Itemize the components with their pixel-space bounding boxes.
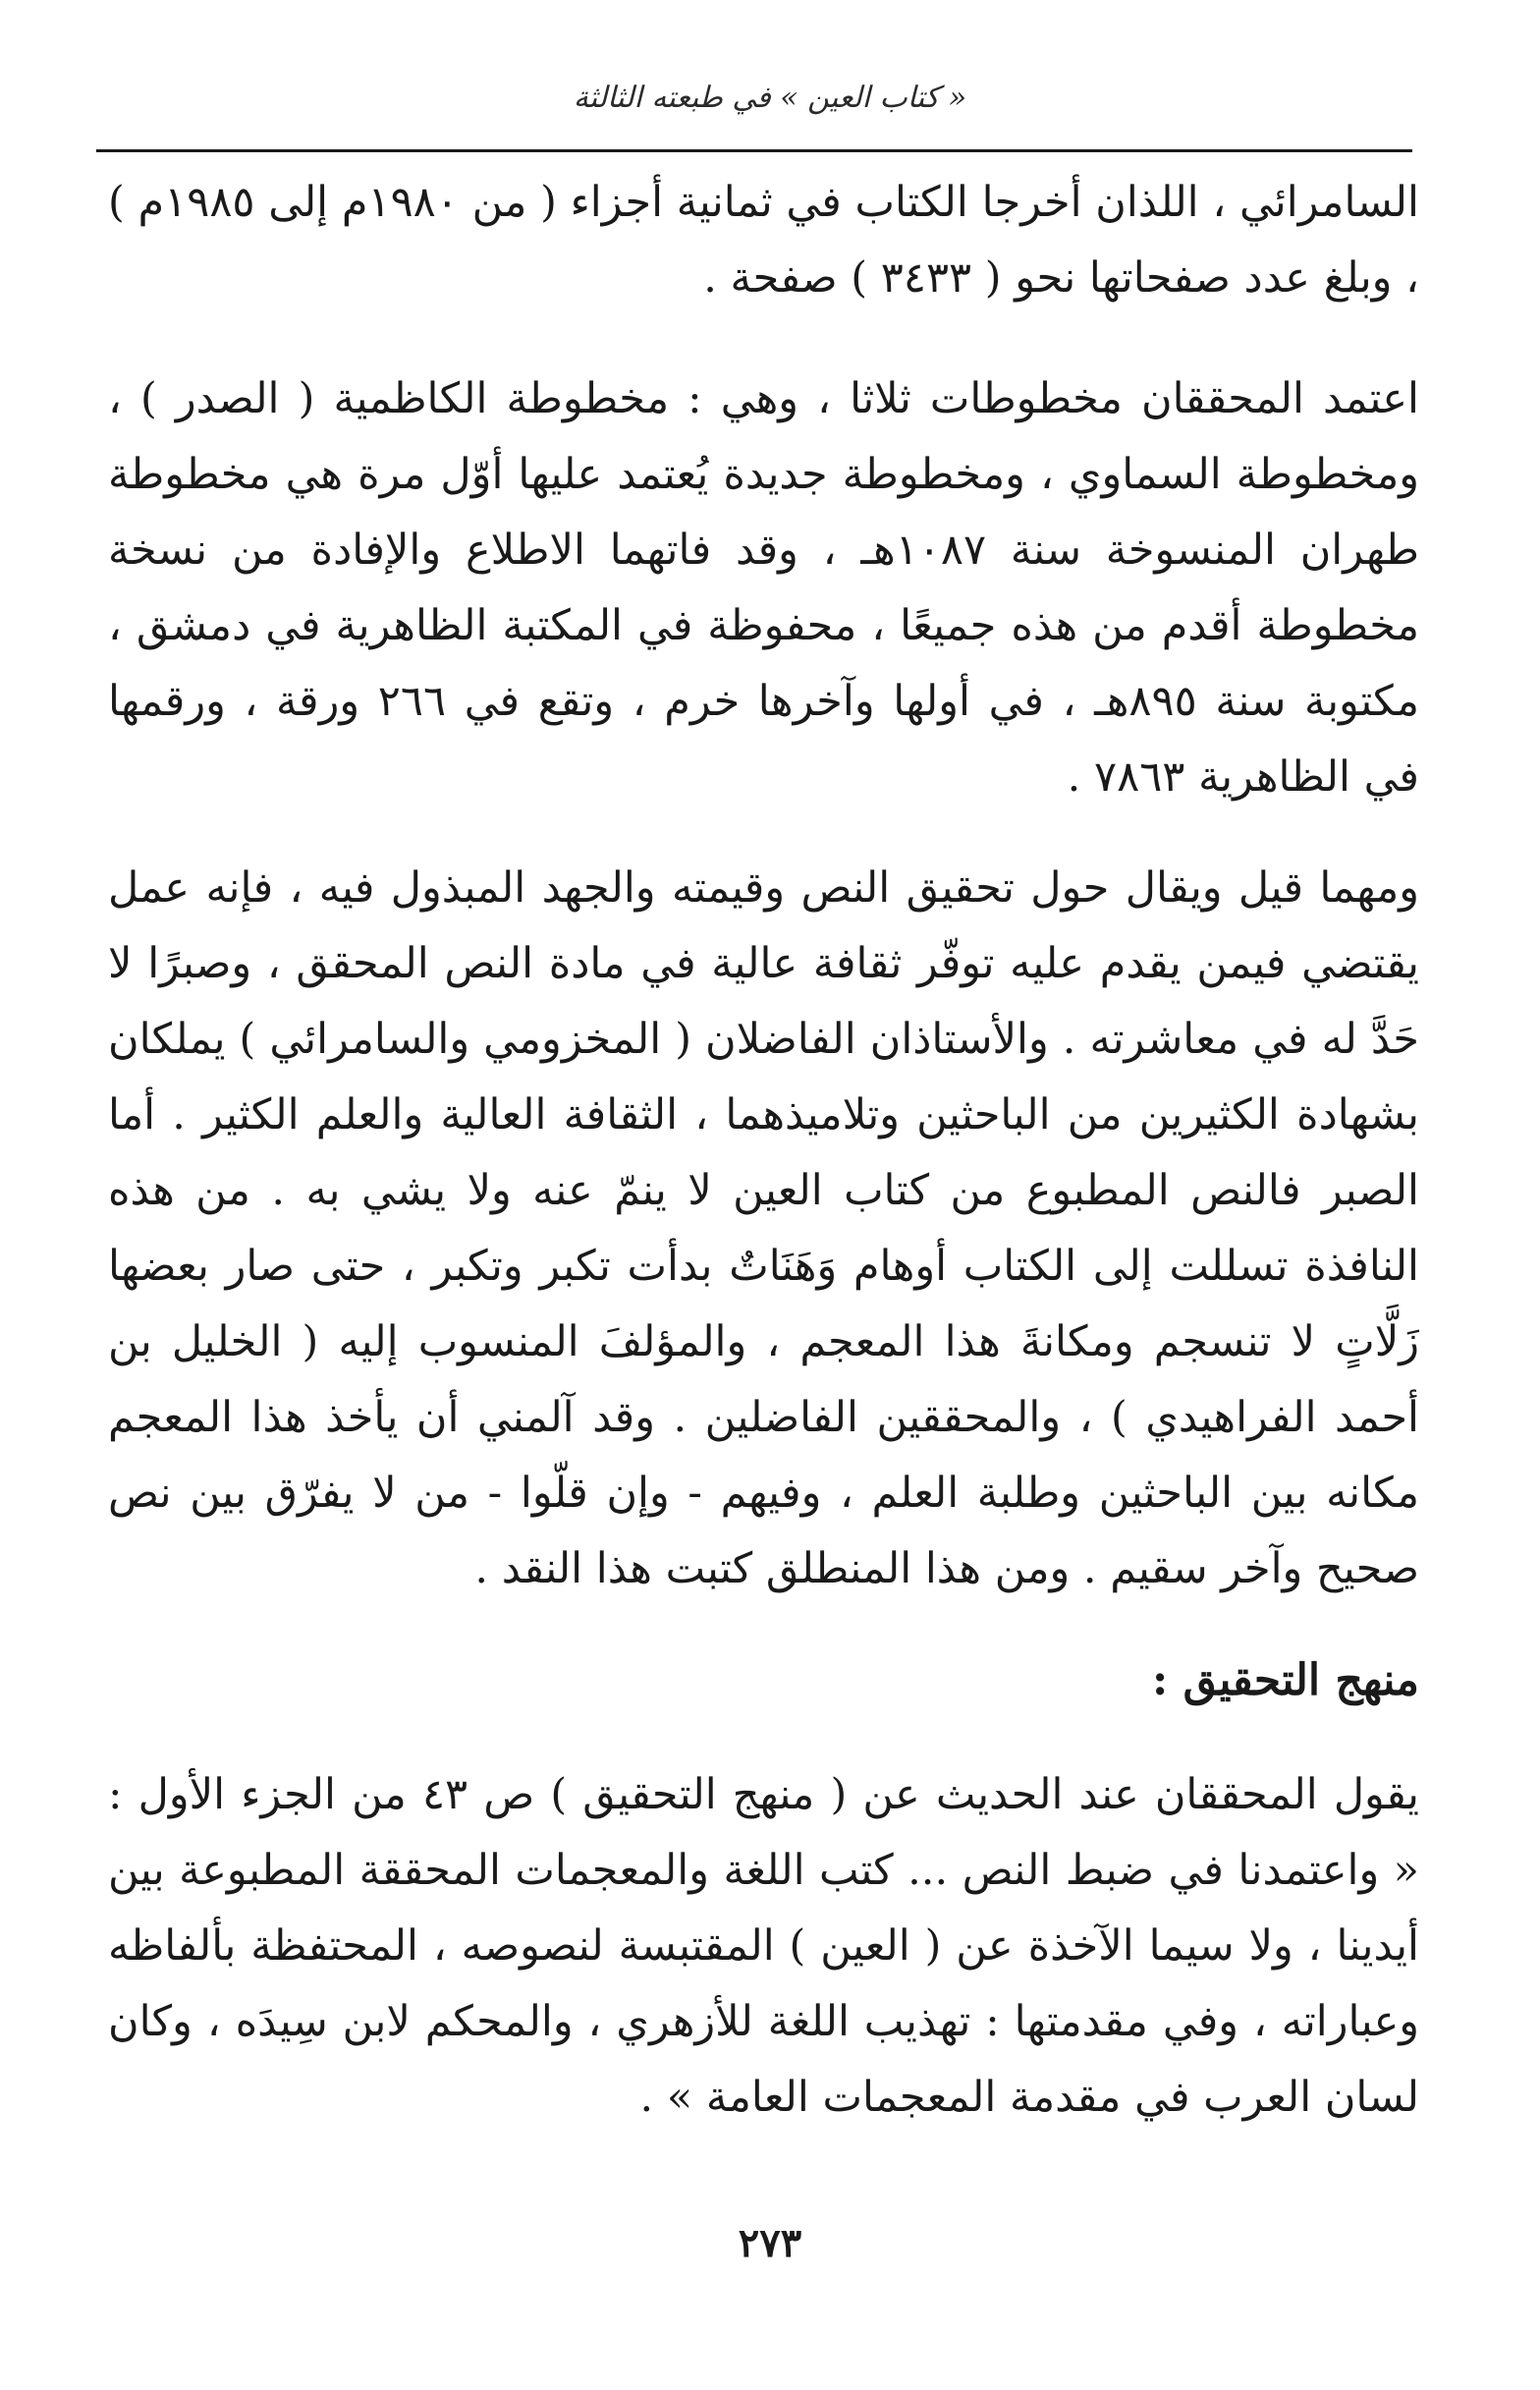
header-rule <box>96 149 1412 152</box>
body-text <box>108 165 1419 2171</box>
paragraph-1: السامرائي ، اللذان أخرجا الكتاب في ثمانية أجزاء ( من ١٩٨٠م إلى ١٩٨٥م ) ، وبلغ عدد صفحاتها نحو ( ٣٤٣٣ ) صفحة . <box>108 178 1419 303</box>
paragraph-2: اعتمد المحققان مخطوطات ثلاثا ، وهي : مخطوطة الكاظمية ( الصدر ) ، ومخطوطة السماوي ، ومخطوطة جديدة يُعتمد عليها أوّل مرة هي مخطوطة طهران المنسوخة سنة ١٠٨٧هـ ، وقد فاتهما الاطلاع والإفادة من نسخة مخطوطة أقدم من هذه جميعًا ، محفوظة في المكتبة الظاهرية في دمشق ، مكتوبة سنة ٨٩٥هـ ، في أولها وآخرها خرم ، وتقع في ٢٦٦ ورقة ، ورقمها في الظاهرية ٧٨٦٣ . <box>108 374 1420 802</box>
section-heading: منهج التحقيق : <box>1152 1655 1419 1705</box>
paragraph-4: يقول المحققان عند الحديث عن ( منهج التحقيق ) ص ٤٣ من الجزء الأول : « واعتمدنا في ضبط النص ... كتب اللغة والمعجمات المحققة المطبوعة بين أيدينا ، ولا سيما الآخذة عن ( العين ) المقتبسة لنصوصه ، المحتفظة بألفاظه وعباراته ، وفي مقدمتها : تهذيب اللغة للأزهري ، والمحكم لابن سِيدَه ، وكان لسان العرب في مقدمة المعجمات العامة » . <box>108 1770 1419 2122</box>
paragraph-3: ومهما قيل ويقال حول تحقيق النص وقيمته والجهد المبذول فيه ، فإنه عمل يقتضي فيمن يقدم عليه توفّر ثقافة عالية في مادة النص المحقق ، وصبرًا لا حَدَّ له في معاشرته . والأستاذان الفاضلان ( المخزومي والسامرائي ) يملكان بشهادة الكثيرين من الباحثين وتلاميذهما ، الثقافة العالية والعلم الكثير . أما الصبر فالنص المطبوع من كتاب العين لا ينمّ عنه ولا يشي به . من هذه النافذة تسللت إلى الكتاب أوهام وَهَنَاتٌ بدأت تكبر وتكبر ، حتى صار بعضها زَلَّاتٍ لا تنسجم ومكانةَ هذا المعجم ، والمؤلفَ المنسوب إليه ( الخليل بن أحمد الفراهيدي ) ، والمحققين الفاضلين . وقد آلمني أن يأخذ هذا المعجم مكانه بين الباحثين وطلبة العلم ، وفيهم - وإن قلّوا - من لا يفرّق بين نص صحيح وآخر سقيم . ومن هذا المنطلق كتبت هذا النقد . <box>108 863 1419 1593</box>
running-head: « كتاب العين » في طبعته الثالثة <box>573 81 967 115</box>
page-number: ٢٧٣ <box>738 2220 802 2266</box>
